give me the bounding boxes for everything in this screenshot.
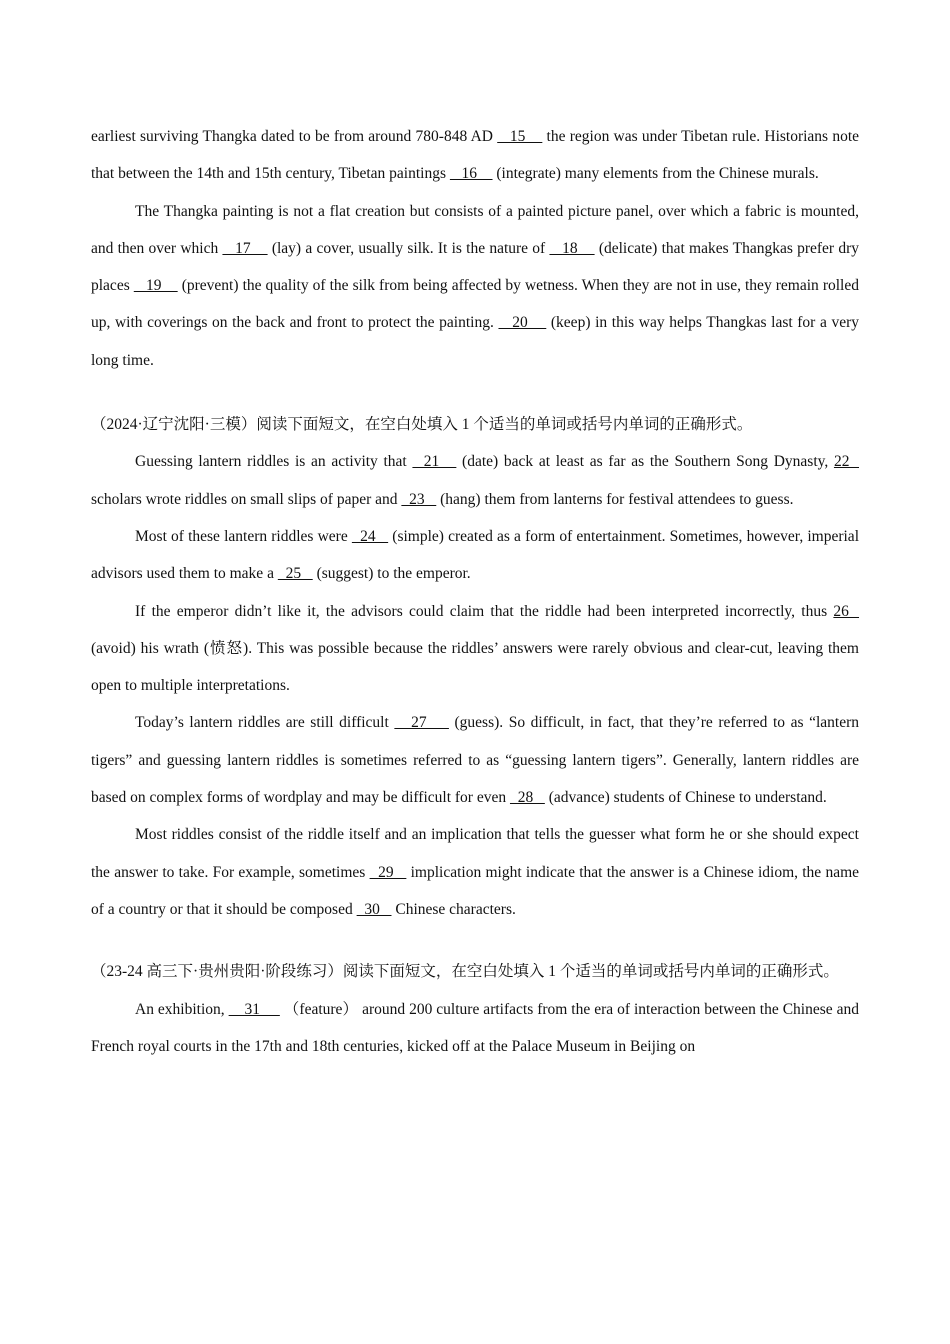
passage-text: (prevent) the quality of the silk from being affected by wetness. When they are not in use, they remain rolled up, with coverings on the back and front to protect the painting. xyxy=(91,277,859,332)
passage-paragraph xyxy=(91,704,859,816)
passage-text: (advance) students of Chinese to understand. xyxy=(544,789,827,807)
passage-text: scholars wrote riddles on small slips of paper and xyxy=(91,490,402,508)
passage-text: the region was under Tibetan rule. Historians note that between the 14th and 15th century, Tibetan paintings xyxy=(91,128,860,183)
passage-text: (hang) them from lanterns for festival attendees to guess. xyxy=(436,490,794,508)
passage-text: If the emperor didn’t like it, the advisors could claim that the riddle had been interpreted incorrectly, thus xyxy=(135,602,834,620)
section-heading: （2024·辽宁沈阳·三模）阅读下面短文，在空白处填入 1 个适当的单词或括号内单词的正确形式。 xyxy=(91,416,753,434)
answer-blank[interactable]: 18 xyxy=(549,239,595,257)
passage-paragraph xyxy=(91,443,859,518)
passage-paragraph xyxy=(91,991,859,1066)
passage-text: The Thangka painting is not a flat creation but consists of a painted picture panel, over which a fabric is mounted, and then over which xyxy=(91,202,859,257)
passage-text: (guess). So difficult, in fact, that they’re referred to as “lantern tigers” and guessing lantern riddles is sometimes referred to as “guessing lantern tigers”. Generally, lantern riddles are based on complex forms of wordplay and may be difficult for even xyxy=(91,714,860,807)
passage-text: earliest surviving Thangka dated to be from around 780-848 AD xyxy=(91,128,498,145)
answer-blank[interactable]: 30 xyxy=(356,900,392,918)
answer-blank[interactable]: 23 xyxy=(401,490,437,508)
passage-paragraph xyxy=(91,518,859,593)
answer-blank[interactable]: 29 xyxy=(369,863,407,881)
passage-text: An exhibition, xyxy=(135,1000,229,1018)
passage-text: implication might indicate that the answer is a Chinese idiom, the name of a country or that it should be composed xyxy=(91,863,860,918)
answer-blank[interactable]: 19 xyxy=(133,277,178,295)
answer-blank[interactable]: 16 xyxy=(449,165,493,183)
answer-blank[interactable]: 22 xyxy=(833,453,859,471)
passage-text: (avoid) his wrath (愤怒). This was possible because the riddles’ answers were rarely obvious and clear-cut, leaving them open to multiple interpretations. xyxy=(91,639,859,695)
passage-text: Chinese characters. xyxy=(391,900,516,918)
section-heading: （23-24 高三下·贵州贵阳·阶段练习）阅读下面短文，在空白处填入 1 个适当的单词或括号内单词的正确形式。 xyxy=(91,963,839,981)
answer-blank[interactable]: 20 xyxy=(498,314,547,332)
answer-blank[interactable]: 28 xyxy=(509,789,545,807)
answer-blank[interactable]: 15 xyxy=(497,128,543,145)
passage-text: (delicate) that makes Thangkas prefer dry places xyxy=(91,239,859,295)
passage-text: (simple) created as a form of entertainment. Sometimes, however, imperial advisors used them to make a xyxy=(91,527,859,583)
passage-paragraph xyxy=(91,118,859,193)
passage-text: (lay) a cover, usually silk. It is the nature of xyxy=(267,239,550,257)
passage-text: (suggest) to the emperor. xyxy=(312,565,471,583)
answer-blank[interactable]: 25 xyxy=(277,565,313,583)
passage-text: Guessing lantern riddles is an activity that xyxy=(135,453,413,471)
passage-paragraph xyxy=(91,816,859,928)
answer-blank[interactable]: 26 xyxy=(833,602,860,620)
answer-blank[interactable]: 21 xyxy=(412,453,457,471)
document-page xyxy=(91,118,859,1065)
answer-blank[interactable]: 31 xyxy=(228,1000,280,1018)
passage-text: (date) back at least as far as the Southern Song Dynasty, xyxy=(456,453,834,471)
answer-blank[interactable]: 24 xyxy=(351,527,389,545)
passage-text: Most riddles consist of the riddle itself and an implication that tells the guesser what form he or she should expect the answer to take. For example, sometimes xyxy=(91,826,859,881)
passage-text: （feature） around 200 culture artifacts from the era of interaction between the Chinese and French royal courts in the 17th and 18th centuries, kicked off at the Palace Museum in Beijing on xyxy=(91,1000,859,1055)
passage-paragraph xyxy=(91,593,859,705)
answer-blank[interactable]: 27 xyxy=(394,714,449,732)
passage-text: Today’s lantern riddles are still difficult xyxy=(135,714,395,732)
answer-blank[interactable]: 17 xyxy=(222,239,268,257)
passage-text: (keep) in this way helps Thangkas last for a very long time. xyxy=(91,314,859,369)
passage-paragraph xyxy=(91,193,859,379)
passage-text: Most of these lantern riddles were xyxy=(135,527,352,545)
passage-text: (integrate) many elements from the Chinese murals. xyxy=(492,165,819,183)
